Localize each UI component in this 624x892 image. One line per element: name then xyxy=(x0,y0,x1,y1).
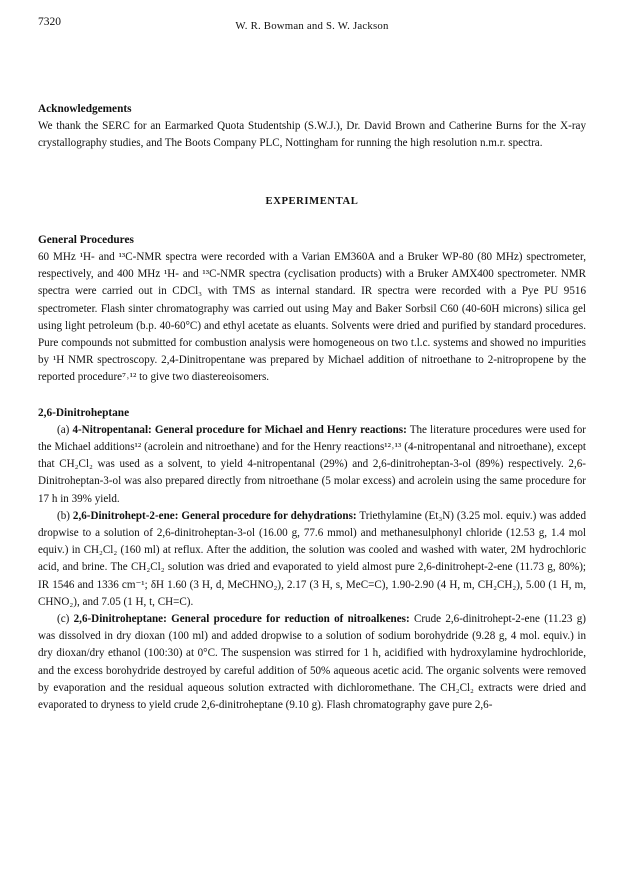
procedure-a-text: The literature procedures were used for the Michael additions¹² (acrolein and nitroethane) and for the Henry reactions¹²˒¹³ (4-nitropentanal and nitroethane), except that CH₂Cl₂ was used as a solvent, to yield 4-nitropentanal (29%) and 2,6-dinitroheptan-3-ol (89%) respectively. 2,6-Dinitroheptan-3-ol was also prepared directly from nitroethane (5 molar excess) and acrolein using the same procedure for 17 h in 39% yield. xyxy=(38,423,586,505)
general-procedures-text: 60 MHz ¹H- and ¹³C-NMR spectra were recorded with a Varian EM360A and a Bruker WP-80 (80 MHz) spectrometer, respectively, and 400 MHz ¹H- and ¹³C-NMR spectra (cyclisation products) with a Bruker AMX400 spectrometer. NMR spectra were carried out in CDCl₃ with TMS as internal standard. IR spectra were recorded with a Pye PU 9516 spectrometer. Flash sinter chromatography was carried out using May and Baker Sorbsil C60 (40-60H microns) silica gel using light petroleum (b.p. 40-60°C) and ethyl acetate as eluants. Solvents were dried and purified by standard procedures. Pure compounds not submitted for combustion analysis were homogeneous on two t.l.c. systems and showed no impurities by ¹H NMR spectroscopy. 2,4-Dinitropentane was prepared by Michael addition of nitroethane to 2-nitropropene by the reported procedure⁷˒¹² to give two diastereoisomers. xyxy=(38,251,586,384)
procedure-a-title: 4-Nitropentanal: General procedure for Michael and Henry reactions: xyxy=(72,423,407,436)
procedure-c-paragraph xyxy=(38,611,586,714)
procedure-a-paragraph xyxy=(38,422,586,508)
dinitroheptane-section xyxy=(38,405,586,715)
procedure-b-paragraph xyxy=(38,508,586,611)
acknowledgements-section xyxy=(38,101,586,153)
experimental-heading: EXPERIMENTAL xyxy=(265,195,359,207)
procedure-b-title: 2,6-Dinitrohept-2-ene: General procedure for dehydrations: xyxy=(72,509,357,522)
general-procedures-heading: General Procedures xyxy=(38,233,134,246)
running-head-authors: W. R. Bowman and S. W. Jackson xyxy=(235,20,389,32)
page-body xyxy=(38,101,586,714)
procedure-b-text: Triethylamine (Et₃N) (3.25 mol. equiv.) was added dropwise to a solution of 2,6-dinitroheptan-3-ol (16.00 g, 77.6 mmol) and methanesulphonyl chloride (12.53 g, 1.4 mol equiv.) in CH₂Cl₂ (160 ml) at reflux. After the addition, the solution was cooled and washed with water, 2M hydrochloric acid, and brine. The CH₂Cl₂ solution was dried and evaporated to yield almost pure 2,6-dinitrohept-2-ene (11.73 g, 80%); IR 1546 and 1336 cm⁻¹; δH 1.60 (3 H, d, MeCHNO₂), 2.17 (3 H, s, MeC=C), 1.90-2.90 (4 H, m, CH₂CH₂), 5.00 (1 H, m, CHNO₂), and 7.05 (1 H, t, CH=C). xyxy=(38,509,587,608)
procedure-c-label: (c) xyxy=(57,613,70,626)
general-procedures-section xyxy=(38,232,586,387)
procedure-b-label: (b) xyxy=(57,509,70,522)
acknowledgements-heading: Acknowledgements xyxy=(38,103,132,115)
procedure-c-text: Crude 2,6-dinitrohept-2-ene (11.23 g) was dissolved in dry dioxan (100 ml) and added dropwise to a solution of sodium borohydride (9.28 g, 4 mol. equiv.) in dry dioxan/dry ethanol (100:30) at 0°C. The suspension was stirred for 1 h, acidified with hydroxylamine hydrochloride, and the excess borohydride destroyed by careful addition of 50% aqueous acetic acid. The organic solvents were removed by evaporation and the residual aqueous solution extracted with dichloromethane. The CH₂Cl₂ extracts were dried and evaporated to dryness to yield crude 2,6-dinitroheptane (9.10 g). Flash chromatography gave pure 2,6- xyxy=(38,613,586,712)
dinitroheptane-heading: 2,6-Dinitroheptane xyxy=(38,406,130,419)
procedure-a-label: (a) xyxy=(57,423,70,436)
acknowledgements-text: We thank the SERC for an Earmarked Quota Studentship (S.W.J.), Dr. David Brown and Catherine Burns for the X-ray crystallography studies, and The Boots Company PLC, Nottingham for running the high resolution n.m.r. spectra. xyxy=(38,120,586,150)
page-number: 7320 xyxy=(38,16,61,28)
procedure-c-title: 2,6-Dinitroheptane: General procedure for reduction of nitroalkenes: xyxy=(73,613,410,626)
